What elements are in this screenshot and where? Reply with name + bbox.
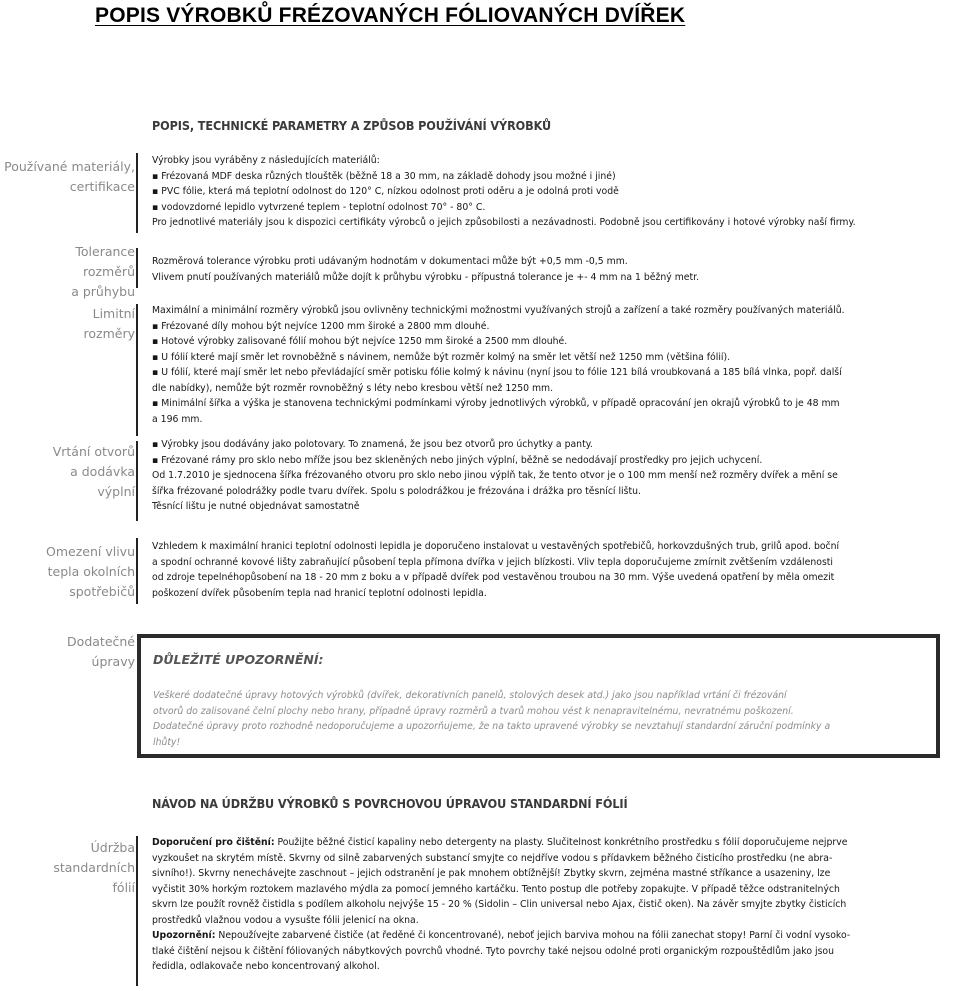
- text-line: prostředků vlažnou vodou a vysušte fólii jelenicí na okna.: [152, 914, 419, 926]
- side-label-line: Údržba: [90, 840, 135, 855]
- text-line: Veškeré dodatečné úpravy hotových výrobků (dvířek, dekorativních panelů, stolových desek atd.) jako jsou například vrtání či frézování: [153, 690, 787, 701]
- text-line: Od 1.7.2010 je sjednocena šířka frézovaného otvoru pro sklo nebo jinou výplň tak, že tento otvor je o 100 mm menší než rozměry dvířek a mění se: [152, 470, 838, 481]
- side-label-line: fólií: [112, 880, 135, 895]
- drilling-text: [152, 437, 938, 515]
- text-line: otvorů do zalisované čelní plochy nebo hrany, případně úpravy rozměrů a tvarů mohou vést k nenapravitelnému, nevratnému poškození.: [153, 705, 794, 717]
- text-line: ▪ PVC fólie, která má teplotní odolnost do 120° C, nízkou odolnost proti oděru a je odolná proti vodě: [152, 186, 619, 197]
- text-line: skvrn lze použít rovněž čistidla s podílem alkoholu nejvýše 15 - 20 % (Sidolin – Clin universal nebo Ajax, čistič oken). Na závěr smyjte zbytky čisticích: [152, 899, 847, 910]
- separator-line: [136, 538, 138, 604]
- section-heading-parameters: POPIS, TECHNICKÉ PARAMETRY A ZPŮSOB POUŽÍVÁNÍ VÝROBKŮ: [152, 118, 551, 133]
- materials-text: [152, 153, 938, 231]
- text-line: poškození dvířek působením tepla nad hranicí teplotní odolnosti lepidla.: [152, 587, 487, 599]
- separator-line: [136, 248, 138, 288]
- side-label-limits: [84, 304, 135, 344]
- section-heading-maintenance: NÁVOD NA ÚDRŽBU VÝROBKŮ S POVRCHOVOU ÚPRAVOU STANDARDNÍ FÓLIÍ: [152, 796, 628, 811]
- text-line: Rozměrová tolerance výrobku proti udávaným hodnotám v dokumentaci může být +0,5 mm -0,5 mm.: [152, 256, 628, 267]
- text-line: Vlivem pnutí používaných materiálů může dojít k průhybu výrobku - přípustná tolerance je +- 4 mm na 1 běžný metr.: [152, 271, 700, 283]
- side-label-heat: [46, 542, 135, 602]
- text-span: Nepoužívejte zabarvené čističe (at ředěné či koncentrované), neboť jejich barviva mohou na fólii zanechat stopy! Parní či vodní vysoko-: [215, 930, 851, 941]
- text-line: Maximální a minimální rozměry výrobků jsou ovlivněny technickými možnostmi využívaných strojů a zařízení a také rozměry používaných materiálů.: [152, 305, 845, 316]
- text-line: vyčistit 30% horkým roztokem mazlavého mýdla za pomocí jemného kartáčku. Tento postup dle potřeby zopakujte. V případě těžce odstranitelných: [152, 883, 840, 895]
- side-label-maintenance: [53, 838, 135, 898]
- side-label-line: Omezení vlivu: [46, 544, 135, 559]
- text-span: Použijte běžné čisticí kapaliny nebo detergenty na plasty. Slučitelnost konkrétního prostředku s fólií doporučujeme nejprve: [274, 837, 848, 848]
- text-line: ▪ Frézované rámy pro sklo nebo mříže jsou bez skleněných nebo jiných výplní, běžně se nedodávají prostředky pro jejich uchycení.: [152, 454, 763, 466]
- side-label-line: Limitní: [92, 306, 135, 321]
- page-title: POPIS VÝROBKŮ FRÉZOVANÝCH FÓLIOVANÝCH DVÍŘEK: [95, 4, 686, 27]
- warning-label: Upozornění:: [152, 930, 216, 941]
- separator-line: [136, 836, 138, 986]
- text-line: lhůty!: [153, 736, 181, 748]
- text-line: vyzkoušet na skrytém místě. Skvrny od silně zabarvených substancí smyjte co nejdříve vodou s přídavkem běžného čisticího prostředku (ne abra-: [152, 852, 833, 864]
- tolerance-text: [152, 254, 938, 285]
- limits-text: [152, 303, 938, 427]
- side-label-line: Dodatečné: [67, 634, 135, 649]
- side-label-line: a průhybu: [71, 284, 135, 299]
- side-label-line: Tolerance: [75, 244, 135, 259]
- side-label-drilling: [53, 442, 135, 502]
- text-line: ▪ U fólií které mají směr let rovnoběžně s návinem, nemůže být rozměr kolmý na směr let větší než 1250 mm (většina fólií).: [152, 351, 731, 363]
- separator-line: [136, 304, 138, 436]
- text-line: ▪ U fólií, které mají směr let nebo převládající směr potisku fólie kolmý k návinu (nyní jsou to fólie 121 bílá vroubkovaná a 185 bílá vlnka, popř. další: [152, 367, 842, 378]
- text-line: sivního!). Skvrny nenechávejte zaschnout – jejich odstranění je pak mnohem obtížnější! Zbytky skvrn, zejména mastné stříkance a usazeniny, lze: [152, 868, 831, 879]
- warning-text: [153, 688, 928, 750]
- side-label-line: úpravy: [91, 654, 135, 669]
- text-line: dle nabídky), nemůže být rozměr rovnoběžný s léty nebo kresbou větší než 1250 mm.: [152, 382, 554, 394]
- warning-title: DŮLEŽITÉ UPOZORNĚNÍ:: [153, 652, 324, 667]
- text-line: Dodatečné úpravy proto rozhodně nedoporučujeme a upozorňujeme, že na takto upravené výrobky se nevztahují standardní záruční podmínky a: [153, 721, 831, 732]
- text-line: Vzhledem k maximální hranici teplotní odolnosti lepidla je doporučeno instalovat u vestavěných spotřebičů, horkovzdušných trub, grilů apod. boční: [152, 541, 840, 552]
- recommendation-label: Doporučení pro čištění:: [152, 837, 275, 848]
- side-label-line: a dodávka: [70, 464, 135, 479]
- text-line: od zdroje tepelnéhopůsobení na 18 - 20 mm z boku a v případě dvířek pod vestavěnou troubou na 30 mm. Výše uvedená opatření by měla omezit: [152, 572, 835, 583]
- text-line: ▪ Frézovaná MDF deska různých tlouštěk (běžně 18 a 30 mm, na základě dohody jsou možné i jiné): [152, 170, 616, 182]
- text-line: Pro jednotlivé materiály jsou k dispozici certifikáty výrobců o jejich způsobilosti a nezávadnosti. Podobně jsou certifikovány i hotové výrobky naší firmy.: [152, 217, 856, 228]
- text-line: ▪ Výrobky jsou dodávány jako polotovary. To znamená, že jsou bez otvorů pro úchytky a panty.: [152, 439, 593, 450]
- text-line: Těsnící lištu je nutné objednávat samostatně: [152, 501, 360, 512]
- text-line: ▪ Minimální šířka a výška je stanovena technickými podmínkami výroby jednotlivých výrobků, v případě opracování jen okrajů výrobků to je 48 mm: [152, 398, 840, 409]
- side-label-line: výplní: [97, 484, 135, 499]
- text-line: [152, 928, 938, 944]
- warning-box: [137, 634, 940, 758]
- text-line: ▪ Frézované díly mohou být nejvíce 1200 mm široké a 2800 mm dlouhé.: [152, 320, 490, 332]
- side-label-line: spotřebičů: [69, 584, 135, 599]
- side-label-line: certifikace: [69, 179, 135, 194]
- text-line: ředidla, odlakovače nebo koncentrovaný alkohol.: [152, 961, 380, 972]
- heat-text: [152, 539, 938, 601]
- text-line: šířka frézované polodrážky podle tvaru dvířek. Spolu s polodrážkou je frézována i drážka pro těsnící lištu.: [152, 485, 641, 497]
- side-label-line: rozměrů: [82, 264, 135, 279]
- side-label-line: rozměry: [83, 326, 135, 341]
- text-line: ▪ Hotové výrobky zalisované fólií mohou být nejvíce 1250 mm široké a 2500 mm dlouhé.: [152, 336, 568, 347]
- text-line: a spodní ochranné kovové lišty zabraňující působení tepla přímona dvířka v jejich blízkosti. Vliv tepla doporučujeme zmírnit zvětšením vzdálenosti: [152, 556, 834, 568]
- side-label-line: Používané materiály,: [4, 159, 135, 174]
- text-line: a 196 mm.: [152, 413, 203, 425]
- separator-line: [136, 153, 138, 233]
- text-line: Výrobky jsou vyráběny z následujících materiálů:: [152, 155, 380, 166]
- side-label-line: standardních: [53, 860, 135, 875]
- side-label-tolerance: [71, 242, 135, 302]
- text-line: tlaké čištění nejsou k čištění fóliovaných nábytkových povrchů vhodné. Tyto povrchy také nejsou odolné proti organickým rozpouštědlům jako jsou: [152, 945, 835, 957]
- text-line: [152, 835, 938, 851]
- separator-line: [136, 441, 138, 521]
- side-label-line: tepla okolních: [47, 564, 135, 579]
- text-line: ▪ vodovzdorné lepidlo vytvrzené teplem - teplotní odolnost 70° - 80° C.: [152, 201, 486, 213]
- side-label-materials: [4, 157, 135, 197]
- side-label-modifications: [67, 632, 135, 672]
- maintenance-text: [152, 835, 938, 975]
- side-label-line: Vrtání otvorů: [52, 444, 135, 459]
